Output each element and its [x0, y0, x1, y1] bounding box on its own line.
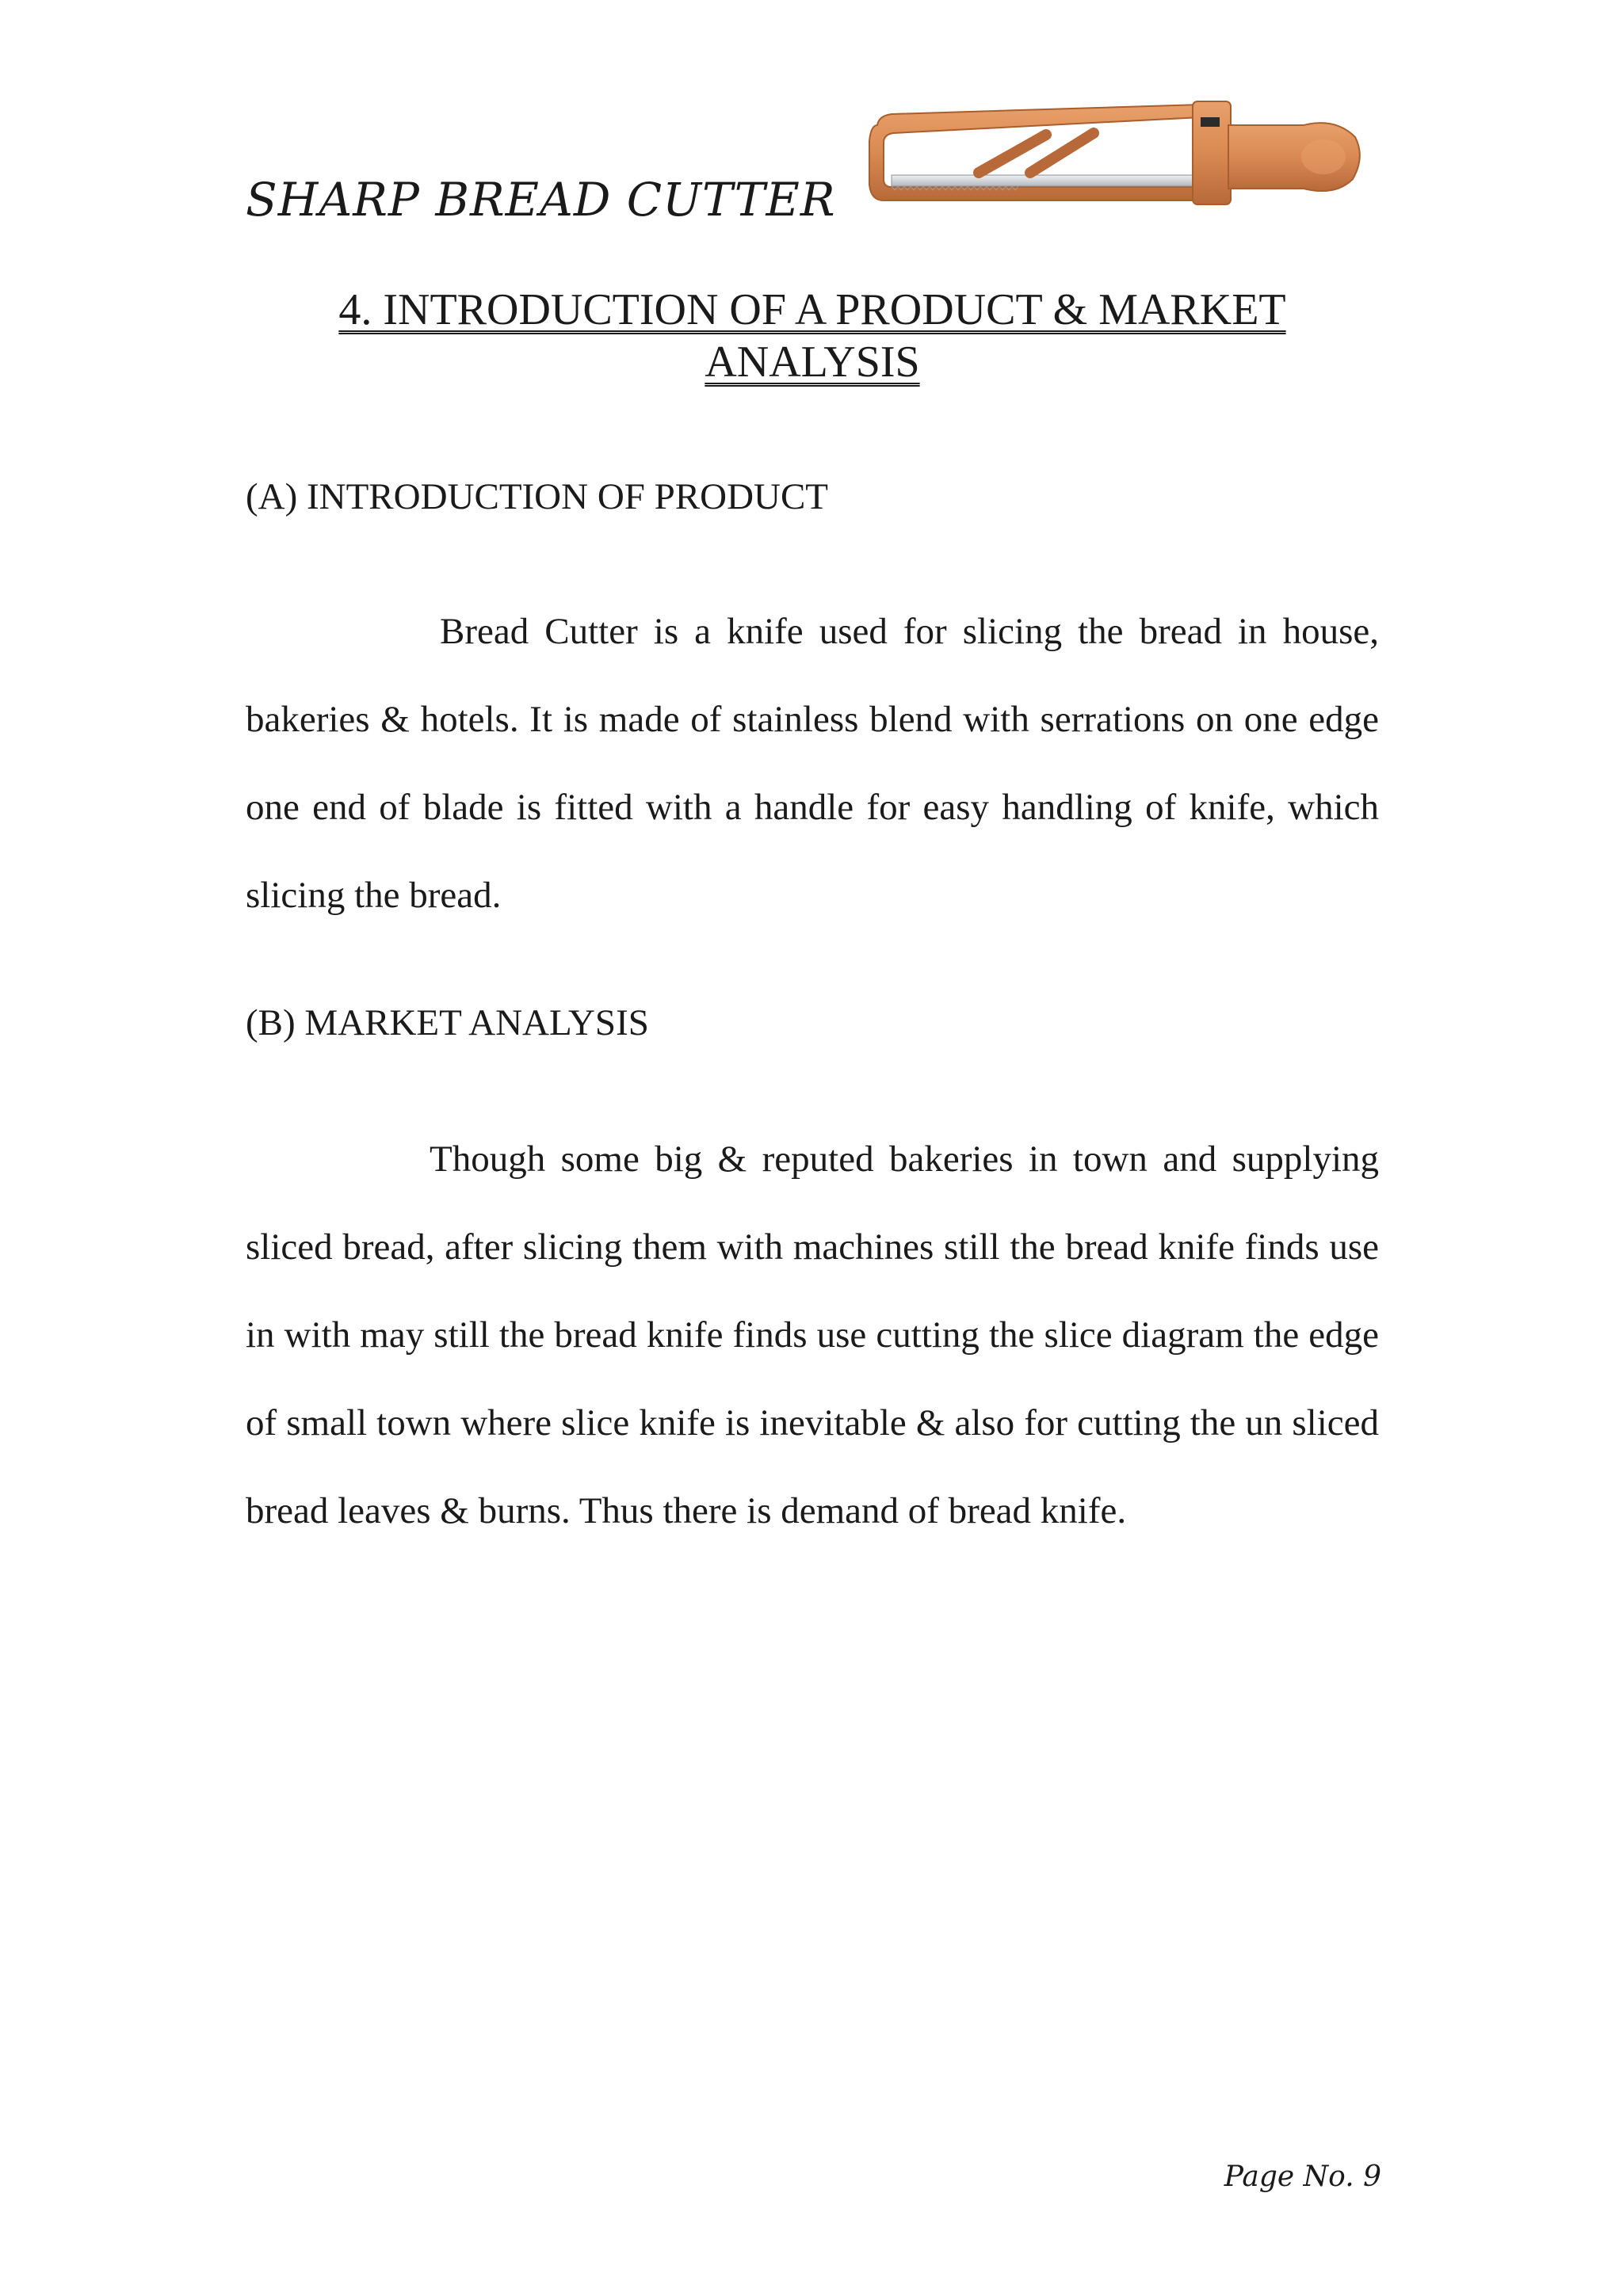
page-number: Page No. 9 [1224, 2161, 1381, 2193]
intro-subheading: (A) INTRODUCTION OF PRODUCT [246, 476, 829, 517]
intro-paragraph: Bread Cutter is a knife used for slicing the bread in house, bakeries & hotels. It is made of stainless blend with serrations on one edge one end of blade is fitted with a handle for easy handling of knife, which slicing the bread. [246, 611, 1379, 916]
section-heading-line2: ANALYSIS [705, 338, 920, 387]
section-heading-line1: 4. INTRODUCTION OF A PRODUCT & MARKET [338, 285, 1286, 334]
market-paragraph: Though some big & reputed bakeries in town and supplying sliced bread, after slicing them with machines still the bread knife finds use in with may still the bread knife finds use cutting the slice diagram the edge of small town where slice knife is inevitable & also for cutting the un sliced bread leaves & burns. Thus there is demand of bread knife. [246, 1138, 1379, 1531]
document-title: SHARP BREAD CUTTER [246, 173, 836, 227]
bread-cutter-image [860, 93, 1367, 224]
section-heading [246, 284, 1379, 388]
market-subheading: (B) MARKET ANALYSIS [246, 1002, 649, 1043]
